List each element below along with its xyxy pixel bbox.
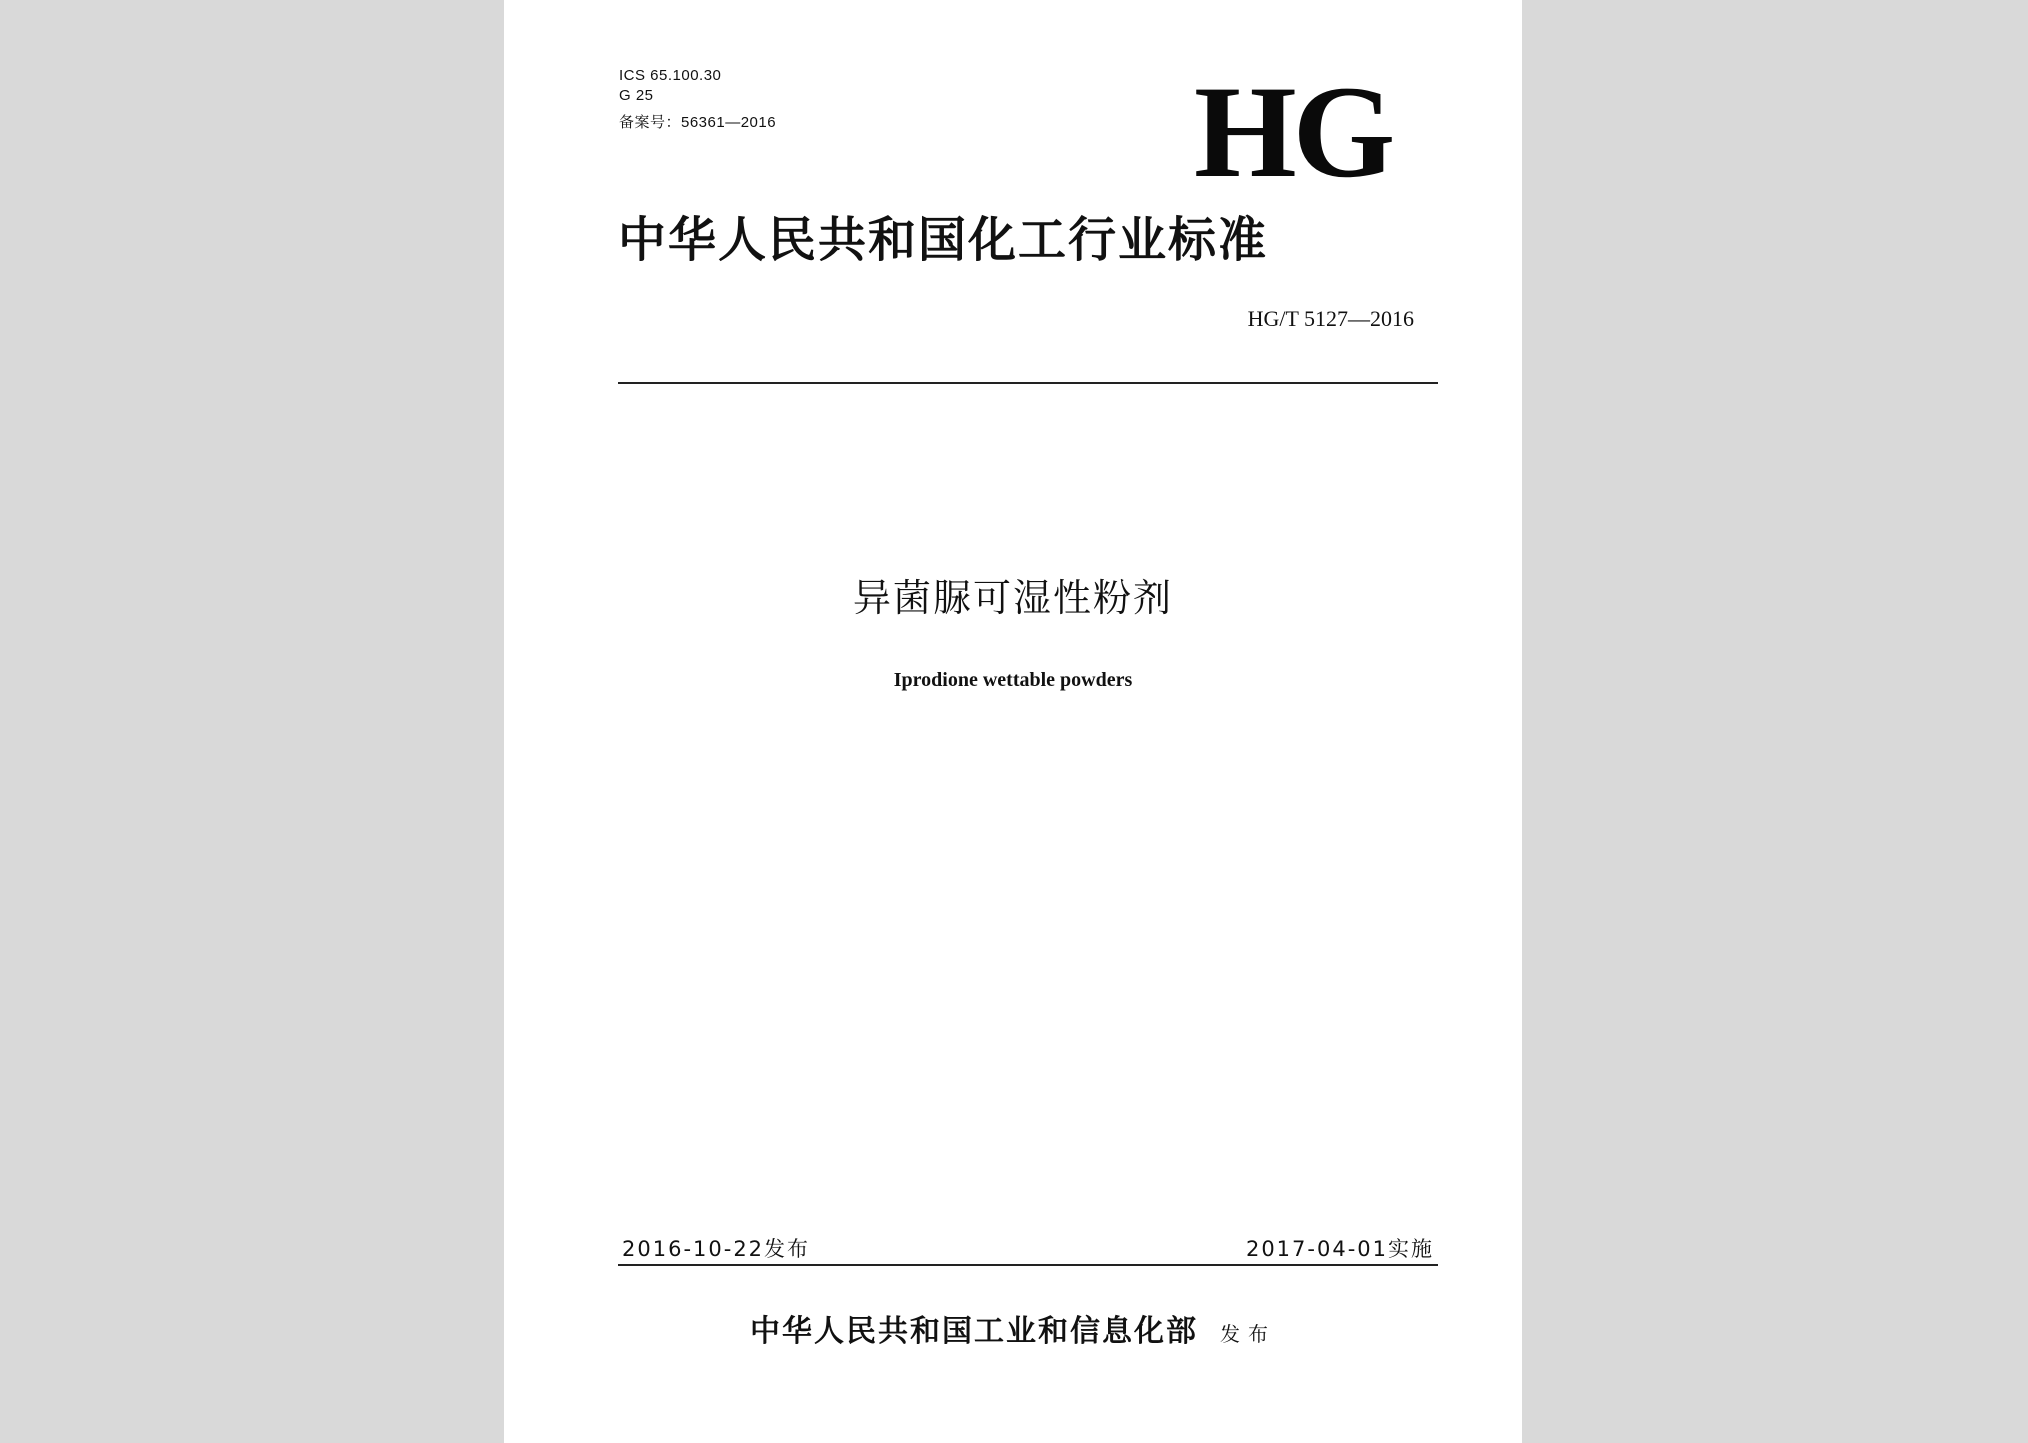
standard-number: HG/T 5127—2016 — [1247, 306, 1414, 331]
hg-logo: HG — [1194, 58, 1392, 205]
ccs-code: G 25 — [619, 87, 654, 104]
standard-title: 中华人民共和国化工行业标准 — [618, 212, 1269, 268]
publisher — [504, 1310, 1522, 1356]
issue-date: 2016-10-22发布 — [622, 1237, 811, 1261]
filing-number: 备案号：56361—2016 — [619, 114, 777, 131]
publish-verb: 发布 — [1220, 1322, 1276, 1346]
publisher-name: 中华人民共和国工业和信息化部 — [750, 1314, 1198, 1349]
implement-date: 2017-04-01实施 — [1245, 1237, 1434, 1261]
document-title-cn: 异菌脲可湿性粉剂 — [852, 576, 1173, 620]
header-divider — [618, 382, 1438, 384]
date-row — [618, 1234, 1438, 1264]
footer-divider — [618, 1264, 1438, 1266]
document-page — [504, 0, 1522, 1443]
document-title-en: Iprodione wettable powders — [893, 669, 1133, 691]
ics-code: ICS 65.100.30 — [619, 67, 722, 84]
